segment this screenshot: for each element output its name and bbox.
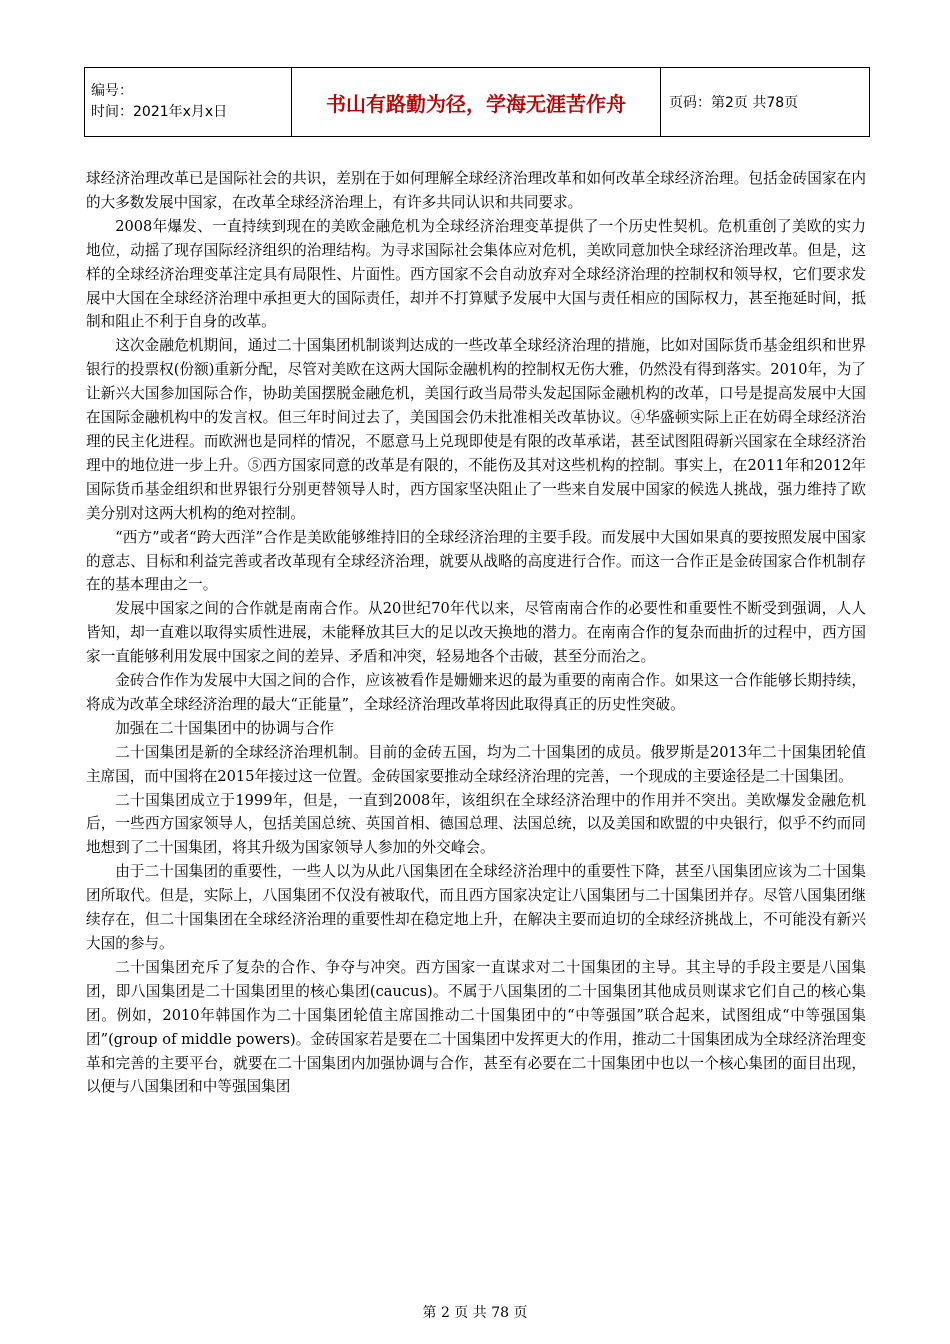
document-number-label: 编号：: [91, 83, 133, 99]
paragraph: 二十国集团充斥了复杂的合作、争夺与冲突。西方国家一直谋求对二十国集团的主导。其主导的手段主要是八国集团，即八国集团是二十国集团里的核心集团(caucus)。不属于八国集团的二十国集团其他成员则谋求它们自己的核心集团。例如，2010年韩国作为二十国集团轮值主席国推动二十国集团中的“中等强国”联合起来，试图组成“中等强国集团”(group of middle powers)。金砖国家若是要在二十国集团中发挥更大的作用，推动二十国集团成为全球经济治理变革和完善的主要平台，就要在二十国集团内加强协调与合作，甚至有必要在二十国集团中也以一个核心集团的面目出现，以便与八国集团和中等强国集团: [86, 958, 866, 1096]
section-heading: 加强在二十国集团中的协调与合作: [115, 719, 335, 737]
paragraph: 球经济治理改革已是国际社会的共识，差别在于如何理解全球经济治理改革和如何改革全球经济治理。包括金砖国家在内的大多数发展中国家，在改革全球经济治理上，有许多共同认识和共同要求。: [86, 170, 866, 211]
paragraph: “西方”或者“跨大西洋”合作是美欧能够维持旧的全球经济治理的主要手段。而发展中大国如果真的要按照发展中国家的意志、目标和利益完善或者改革现有全球经济治理，就要从战略的高度进行合作。而这一合作正是金砖国家合作机制存在的基本理由之一。: [86, 528, 866, 594]
document-date-label: 时间：2021年x月x日: [91, 104, 228, 120]
header-page-number: 页码：第2页 共78页: [661, 68, 870, 137]
paragraph: 2008年爆发、一直持续到现在的美欧金融危机为全球经济治理变革提供了一个历史性契机。危机重创了美欧的实力地位，动摇了现存国际经济组织的治理结构。为寻求国际社会集体应对危机，美欧同意加快全球经济治理改革。但是，这样的全球经济治理变革注定具有局限性、片面性。西方国家不会自动放弃对全球经济治理的控制权和领导权，它们要求发展中大国在全球经济治理中承担更大的国际责任，却并不打算赋予发展中大国与责任相应的国际权力，甚至拖延时间，抵制和阻止不利于自身的改革。: [86, 217, 866, 331]
paragraph: 这次金融危机期间，通过二十国集团机制谈判达成的一些改革全球经济治理的措施，比如对国际货币基金组织和世界银行的投票权(份额)重新分配，尽管对美欧在这两大国际金融机构的控制权无伤大雅，仍然没有得到落实。2010年，为了让新兴大国参加国际合作，协助美国摆脱金融危机，美国行政当局带头发起国际金融机构的改革，口号是提高发展中大国在国际金融机构中的发言权。但三年时间过去了，美国国会仍未批准相关改革协议。④华盛顿实际上正在妨碍全球经济治理的民主化进程。而欧洲也是同样的情况，不愿意马上兑现即使是有限的改革承诺，甚至试图阻碍新兴国家在全球经济治理中的地位进一步上升。⑤西方国家同意的改革是有限的，不能伤及其对这些机构的控制。事实上，在2011年和2012年国际货币基金组织和世界银行分别更替领导人时，西方国家坚决阻止了一些来自发展中国家的候选人挑战，强力维持了欧美分别对这两大机构的绝对控制。: [86, 337, 866, 522]
paragraph: 二十国集团成立于1999年，但是，一直到2008年，该组织在全球经济治理中的作用并不突出。美欧爆发金融危机后，一些西方国家领导人，包括美国总统、英国首相、德国总理、法国总统，以及美国和欧盟的中央银行，似乎不约而同地想到了二十国集团，将其升级为国家领导人参加的外交峰会。: [86, 791, 866, 857]
header-motto: 书山有路勤为径，学海无涯苦作舟: [292, 68, 661, 137]
document-body: [86, 167, 866, 1099]
page-footer: 第 2 页 共 78 页: [422, 1305, 528, 1321]
document-header: [84, 67, 870, 137]
paragraph: 二十国集团是新的全球经济治理机制。目前的金砖五国，均为二十国集团的成员。俄罗斯是2013年二十国集团轮值主席国，而中国将在2015年接过这一位置。金砖国家要推动全球经济治理的完善，一个现成的主要途径是二十国集团。: [86, 743, 866, 785]
paragraph: 发展中国家之间的合作就是南南合作。从20世纪70年代以来，尽管南南合作的必要性和重要性不断受到强调，人人皆知，却一直难以取得实质性进展，未能释放其巨大的足以改天换地的潜力。在南南合作的复杂而曲折的过程中，西方国家一直能够利用发展中国家之间的差异、矛盾和冲突，轻易地各个击破，甚至分而治之。: [86, 600, 866, 666]
header-meta-cell: [85, 68, 292, 137]
paragraph: 金砖合作作为发展中大国之间的合作，应该被看作是姗姗来迟的最为重要的南南合作。如果这一合作能够长期持续，将成为改革全球经济治理的最大“正能量”，全球经济治理改革将因此取得真正的历史性突破。: [86, 672, 866, 713]
paragraph: 由于二十国集团的重要性，一些人以为从此八国集团在全球经济治理中的重要性下降，甚至八国集团应该为二十国集团所取代。但是，实际上，八国集团不仅没有被取代，而且西方国家决定让八国集团与二十国集团并存。尽管八国集团继续存在，但二十国集团在全球经济治理的重要性却在稳定地上升，在解决主要而迫切的全球经济挑战上，不可能没有新兴大国的参与。: [86, 863, 866, 952]
